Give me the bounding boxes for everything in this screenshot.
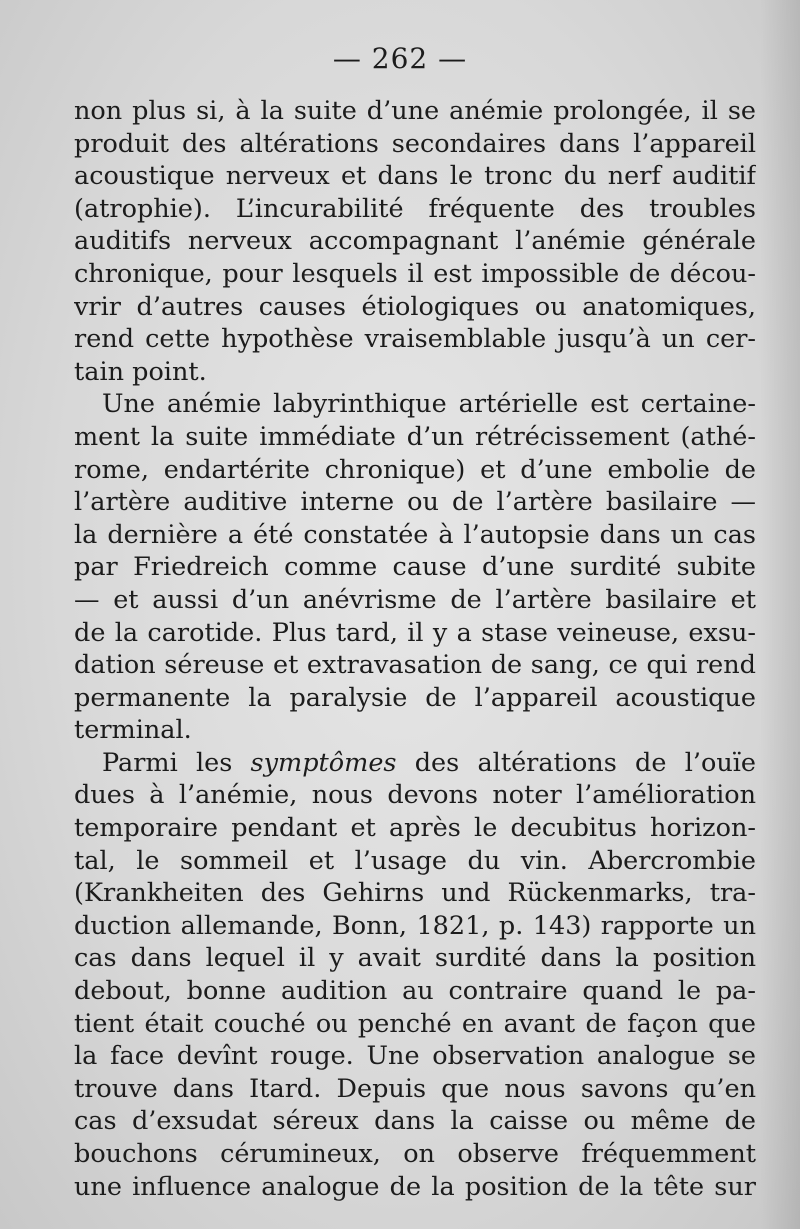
text-line: de la carotide. Plus tard, il y a stase veineuse, exsu- <box>74 617 756 648</box>
text-line: l’artère auditive interne ou de l’artère basilaire — <box>74 487 756 518</box>
text-line: bouchons cérumineux, on observe fréquemment <box>74 1139 756 1169</box>
text-line: chronique, pour lesquels il est impossible de décou- <box>74 258 756 289</box>
text-line: acoustique nerveux et dans le tronc du nerf auditif <box>74 161 756 192</box>
text-line: dues à l’anémie, nous devons noter l’amélioration <box>74 780 756 811</box>
text-line: duction allemande, Bonn, 1821, p. 143) rapporte un <box>74 910 756 941</box>
text-line: produit des altérations secondaires dans l’appareil <box>74 128 756 159</box>
text-segment: Parmi les <box>102 747 251 778</box>
text-line: par Friedreich comme cause d’une surdité subite <box>74 552 756 583</box>
text-line: ment la suite immédiate d’un rétrécissement (athé- <box>74 421 756 452</box>
text-line: cas d’exsudat séreux dans la caisse ou même de <box>74 1106 756 1137</box>
paragraph-start-line <box>74 747 756 780</box>
text-line: tal, le sommeil et l’usage du vin. Abercrombie <box>74 845 756 876</box>
text-line: — et aussi d’un anévrisme de l’artère basilaire et <box>74 584 756 615</box>
text-line: la face devînt rouge. Une observation analogue se <box>74 1041 756 1072</box>
text-segment: des altérations de l’ouïe <box>396 747 756 778</box>
text-line: non plus si, à la suite d’une anémie prolongée, il se <box>74 96 756 126</box>
text-line: auditifs nerveux accompagnant l’anémie générale <box>74 226 756 257</box>
text-line: temporaire pendant et après le decubitus horizon- <box>74 813 756 844</box>
body-text <box>74 95 756 1203</box>
paragraph-start-line: Une anémie labyrinthique artérielle est certaine- <box>102 389 756 420</box>
text-line: dation séreuse et extravasation de sang, ce qui rend <box>74 650 756 681</box>
text-line: debout, bonne audition au contraire quand le pa- <box>74 976 756 1007</box>
text-line: rend cette hypothèse vraisemblable jusqu’à un cer- <box>74 324 756 355</box>
text-line: tain point. <box>74 356 207 387</box>
text-line: vrir d’autres causes étiologiques ou anatomiques, <box>74 291 756 322</box>
text-line: terminal. <box>74 715 192 746</box>
text-line: cas dans lequel il y avait surdité dans la position <box>74 943 756 974</box>
italic-term: symptômes <box>250 747 397 778</box>
text-line: une influence analogue de la position de la tête sur <box>74 1171 756 1202</box>
page-number: — 262 — <box>332 42 468 75</box>
text-line: trouve dans Itard. Depuis que nous savons qu’en <box>74 1073 756 1104</box>
page-edge-shadow <box>760 0 800 1229</box>
text-line: tient était couché ou penché en avant de façon que <box>74 1008 756 1039</box>
text-line: la dernière a été constatée à l’autopsie dans un cas <box>74 519 756 550</box>
text-line: (Krankheiten des Gehirns und Rückenmarks, tra- <box>74 878 756 909</box>
text-line: (atrophie). L’incurabilité fréquente des troubles <box>74 193 756 224</box>
text-line: permanente la paralysie de l’appareil acoustique <box>74 682 756 713</box>
text-line: rome, endartérite chronique) et d’une embolie de <box>74 454 756 485</box>
